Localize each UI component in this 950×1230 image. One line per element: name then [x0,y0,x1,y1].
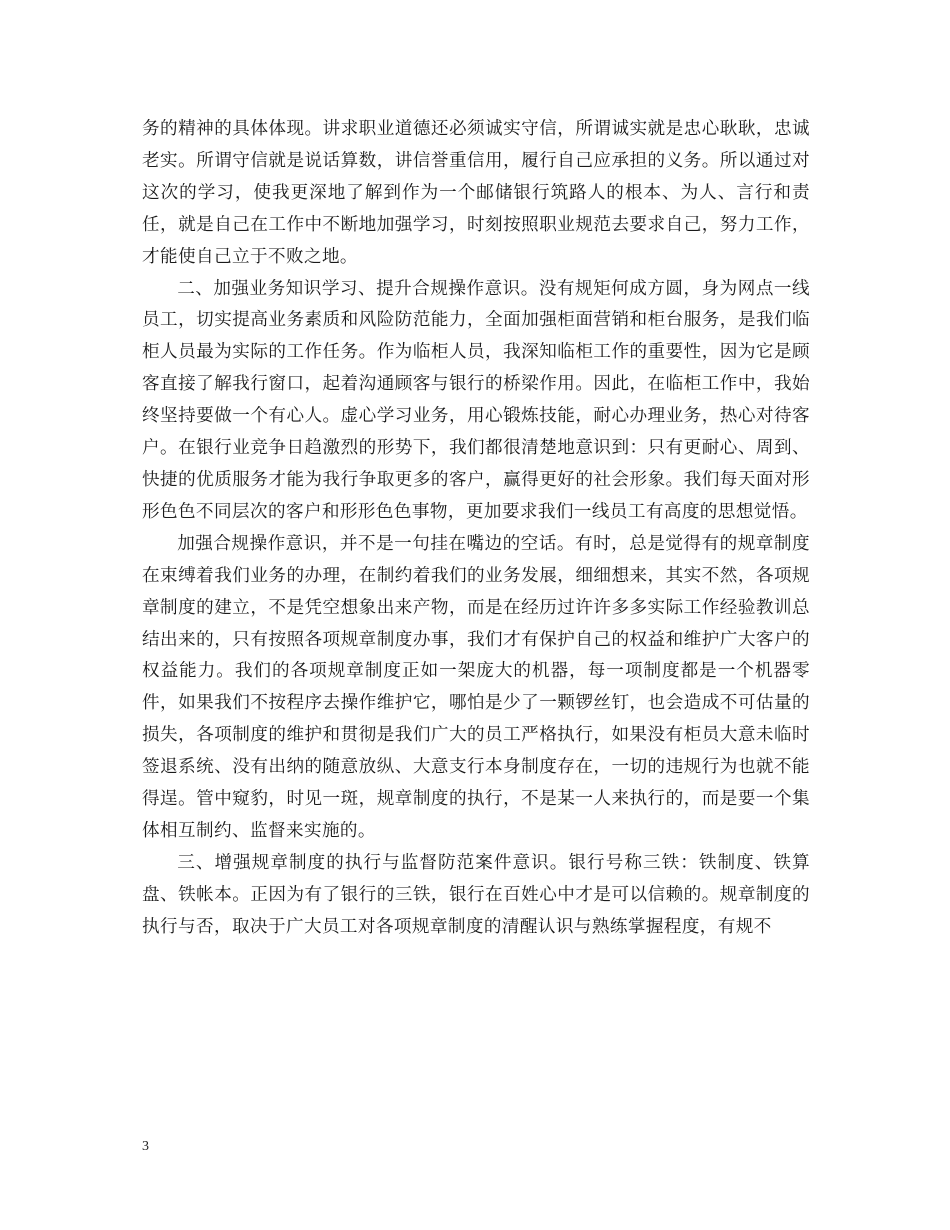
paragraph-3: 加强合规操作意识，并不是一句挂在嘴边的空话。有时，总是觉得有的规章制度在束缚着我们业务的办理，在制约着我们的业务发展，细细想来，其实不然，各项规章制度的建立，不是凭空想象出来产物，而是在经历过许许多多实际工作经验教训总结出来的，只有按照各项规章制度办事，我们才有保护自己的权益和维护广大客户的权益能力。我们的各项规章制度正如一架庞大的机器，每一项制度都是一个机器零件，如果我们不按程序去操作维护它，哪怕是少了一颗锣丝钉，也会造成不可估量的损失，各项制度的维护和贯彻是我们广大的员工严格执行，如果没有柜员大意未临时签退系统、没有出纳的随意放纵、大意支行本身制度存在，一切的违规行为也就不能得逞。管中窥豹，时见一斑，规章制度的执行，不是某一人来执行的，而是要一个集体相互制约、监督来实施的。 [142,533,810,841]
body-text [142,114,810,944]
paragraph-2: 二、加强业务知识学习、提升合规操作意识。没有规矩何成方圆，身为网点一线员工，切实提高业务素质和风险防范能力，全面加强柜面营销和柜台服务，是我们临柜人员最为实际的工作任务。作为临柜人员，我深知临柜工作的重要性，因为它是顾客直接了解我行窗口，起着沟通顾客与银行的桥梁作用。因此，在临柜工作中，我始终坚持要做一个有心人。虚心学习业务，用心锻炼技能，耐心办理业务，热心对待客户。在银行业竞争日趋激烈的形势下，我们都很清楚地意识到：只有更耐心、周到、快捷的优质服务才能为我行争取更多的客户，赢得更好的社会形象。我们每天面对形形色色不同层次的客户和形形色色事物，更加要求我们一线员工有高度的思想觉悟。 [142,278,810,522]
paragraph-1: 务的精神的具体体现。讲求职业道德还必须诚实守信，所谓诚实就是忠心耿耿，忠诚老实。所谓守信就是说话算数，讲信誉重信用，履行自己应承担的义务。所以通过对这次的学习，使我更深地了解到作为一个邮储银行筑路人的根本、为人、言行和责任，就是自己在工作中不断地加强学习，时刻按照职业规范去要求自己，努力工作，才能使自己立于不败之地。 [142,119,810,267]
paragraph-4: 三、增强规章制度的执行与监督防范案件意识。银行号称三铁：铁制度、铁算盘、铁帐本。正因为有了银行的三铁，银行在百姓心中才是可以信赖的。规章制度的执行与否，取决于广大员工对各项规章制度的清醒认识与熟练掌握程度，有规不 [142,852,810,937]
page-number: 3 [142,1139,149,1154]
